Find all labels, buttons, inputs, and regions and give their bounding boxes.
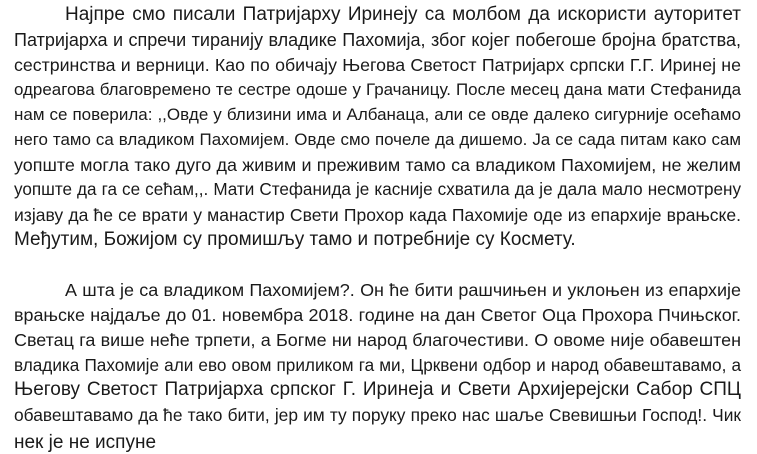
text-line: одреагова благовремено те сестре одоше у Грачаницу. После месец дана мати Стефанида [14, 80, 741, 99]
text-line: Међутим, Божијом су промишљу тамо и потребније су Космету. [14, 229, 576, 250]
text-line: нам се поверила: ,,Овде у близини има и Албанаца, али се овде далеко сигурније осећамо [14, 105, 741, 124]
text-line: Патријарха и спречи тиранију владике Пахомија, због којег побегоше бројна братства, [14, 30, 741, 50]
text-line: Његову Светост Патријарха српског Г. Иринеја и Свети Архијерејски Сабор СПЦ [14, 379, 741, 400]
text-line: него тамо са владиком Пахомијем. Овде смо почеле да дишемо. Ја се сада питам како сам [14, 130, 741, 149]
text-line: изјаву да ће се врати у манастир Свети Прохор када Пахомије оде из епархије врањске. [14, 205, 741, 225]
text-line: сестринства и верници. Као по обичају Његова Светост Патријарх српски Г.Г. Иринеј не [14, 55, 741, 75]
text-line: Светац га више неће трпети, а Богме ни народ благочестиви. О овоме није обавештен [14, 330, 741, 350]
text-line: А шта је са владиком Пахомијем?. Он ће бити рашчињен и уклоњен из епархије [65, 280, 741, 300]
text-line: врањске најдаље до 01. новембра 2018. године на дан Светог Оца Прохора Пчињског. [14, 305, 741, 325]
text-line: владика Пахомије али ево овом приликом га ми, Црквени одбор и народ обавештавамо, а [14, 355, 741, 375]
text-line: нек је не испуне [14, 432, 157, 453]
text-line: уопште да га се сећам,,. Мати Стефанида је касније схватила да је дала мало несмотрену [14, 180, 741, 199]
text-line: уопште могла тако дуго да живим и преживим тамо са владиком Пахомијем, не желим [14, 155, 741, 175]
text-line: обавештавамо да ће тако бити, јер им ту поруку преко нас шаље Свевишњи Господ!. Чик [14, 405, 741, 425]
text-line: Најпре смо писали Патријарху Иринеју са молбом да искористи ауторитет [65, 4, 741, 25]
